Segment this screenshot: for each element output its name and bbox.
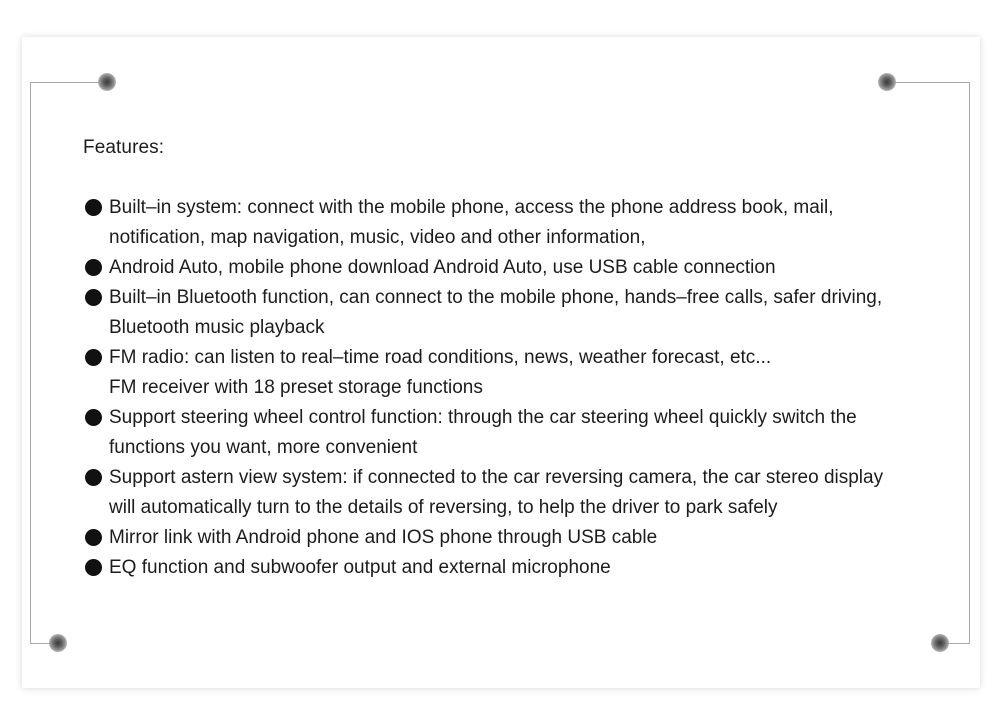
frame-right-line [969,82,970,644]
bullet-icon [85,409,102,426]
bullet-icon [85,349,102,366]
screw-bottom-right-icon [931,634,949,652]
bullet-icon [85,259,102,276]
feature-line: functions you want, more convenient [109,437,418,458]
feature-item [83,283,963,343]
feature-line: Android Auto, mobile phone download Android Auto, use USB cable connection [109,257,776,278]
feature-line: EQ function and subwoofer output and external microphone [109,557,611,578]
feature-item [83,193,963,253]
feature-line: notification, map navigation, music, video and other information, [109,227,646,248]
screw-bottom-left-icon [49,634,67,652]
bullet-icon [85,529,102,546]
feature-item [83,253,963,283]
feature-item [83,523,963,553]
frame-top-right-line [887,82,969,83]
frame-left-line [30,82,31,643]
feature-line: Support steering wheel control function: through the car steering wheel quickly switch the [109,407,857,428]
feature-line: Built–in Bluetooth function, can connect to the mobile phone, hands–free calls, safer driving, [109,287,883,308]
screw-top-right-icon [878,73,896,91]
bullet-icon [85,469,102,486]
bullet-icon [85,559,102,576]
features-heading: Features: [83,137,165,158]
screw-top-left-icon [98,73,116,91]
feature-item [83,463,963,523]
features-list [83,193,963,583]
feature-item [83,553,963,583]
feature-line: Support astern view system: if connected to the car reversing camera, the car stereo display [109,467,884,488]
bullet-icon [85,289,102,306]
feature-line: will automatically turn to the details of reversing, to help the driver to park safely [109,497,778,518]
feature-item [83,403,963,463]
bullet-icon [85,199,102,216]
feature-line: Built–in system: connect with the mobile phone, access the phone address book, mail, [109,197,834,218]
feature-item [83,343,963,403]
frame-top-left-line [30,82,107,83]
feature-line: Mirror link with Android phone and IOS phone through USB cable [109,527,658,548]
feature-line: FM radio: can listen to real–time road conditions, news, weather forecast, etc... [109,347,772,368]
feature-line: Bluetooth music playback [109,317,325,338]
feature-line: FM receiver with 18 preset storage functions [109,377,483,398]
